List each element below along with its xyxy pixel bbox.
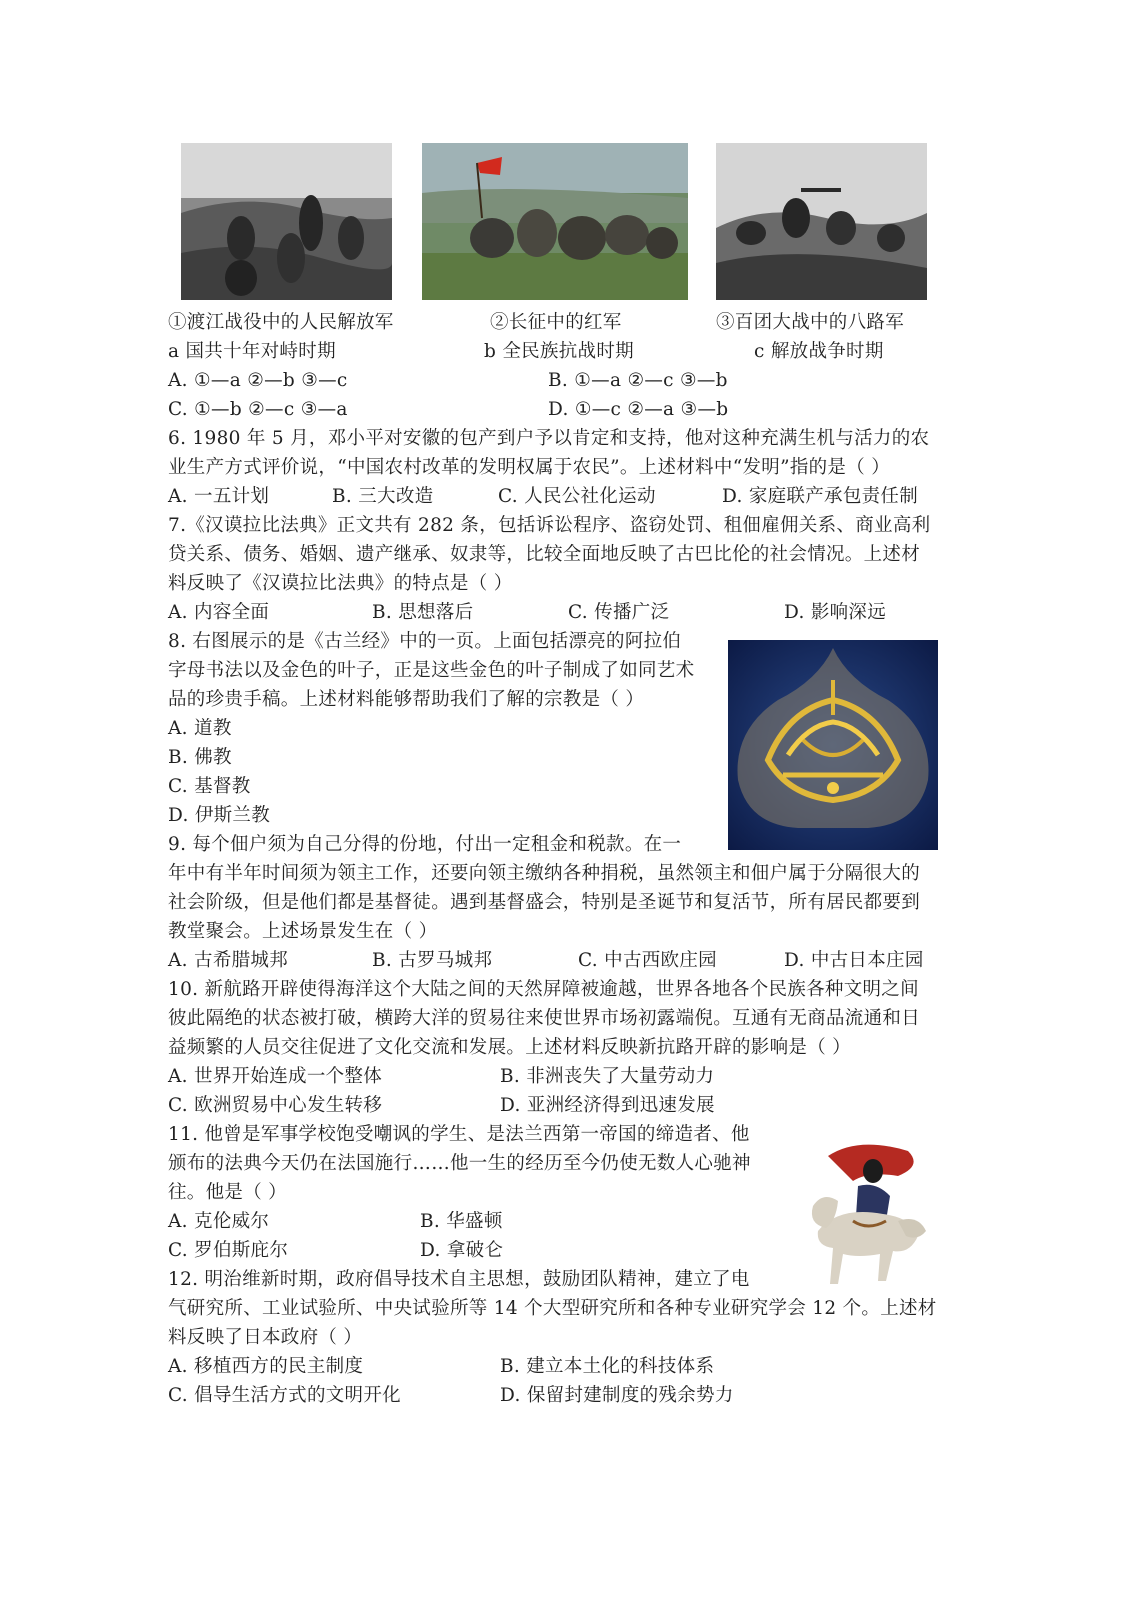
q12-option-a: A. 移植西方的民主制度 bbox=[168, 1356, 364, 1377]
caption-1: ①渡江战役中的人民解放军 bbox=[168, 312, 394, 333]
period-b: b 全民族抗战时期 bbox=[484, 341, 634, 362]
q9-stem-3: 社会阶级，但是他们都是基督徒。遇到基督盛会，特别是圣诞节和复活节，所有居民都要到 bbox=[168, 892, 921, 913]
q11-option-d: D. 拿破仑 bbox=[420, 1240, 504, 1261]
q5-option-c: C. ①—b ②—c ③—a bbox=[168, 399, 348, 420]
q9-stem-2: 年中有半年时间须为领主工作，还要向领主缴纳各种捐税，虽然领主和佃户属于分隔很大的 bbox=[168, 863, 921, 884]
q7-option-d: D. 影响深远 bbox=[784, 602, 887, 623]
caption-2: ②长征中的红军 bbox=[490, 312, 622, 333]
q9-stem-1: 9. 每个佃户须为自己分得的份地，付出一定租金和税款。在一 bbox=[168, 834, 682, 855]
q10-option-b: B. 非洲丧失了大量劳动力 bbox=[500, 1066, 715, 1087]
period-a: a 国共十年对峙时期 bbox=[168, 341, 336, 362]
q7-stem-2: 贷关系、债务、婚姻、遗产继承、奴隶等，比较全面地反映了古巴比伦的社会情况。上述材 bbox=[168, 544, 921, 565]
q11-option-a: A. 克伦威尔 bbox=[168, 1211, 270, 1232]
q8-stem-3: 品的珍贵手稿。上述材料能够帮助我们了解的宗教是（ ） bbox=[168, 689, 645, 710]
q9-stem-4: 教堂聚会。上述场景发生在（ ） bbox=[168, 921, 438, 942]
photo-red-army-long-march bbox=[422, 143, 688, 300]
q12-stem-3: 料反映了日本政府（ ） bbox=[168, 1327, 363, 1348]
q11-stem-3: 往。他是（ ） bbox=[168, 1182, 287, 1203]
q12-option-c: C. 倡导生活方式的文明开化 bbox=[168, 1385, 401, 1406]
q8-stem-2: 字母书法以及金色的叶子，正是这些金色的叶子制成了如同艺术 bbox=[168, 660, 695, 681]
q7-stem-3: 料反映了《汉谟拉比法典》的特点是（ ） bbox=[168, 573, 513, 594]
q6-option-a: A. 一五计划 bbox=[168, 486, 270, 507]
q8-option-b: B. 佛教 bbox=[168, 747, 232, 768]
q12-option-d: D. 保留封建制度的残余势力 bbox=[500, 1385, 734, 1406]
q9-option-a: A. 古希腊城邦 bbox=[168, 950, 289, 971]
q5-option-d: D. ①—c ②—a ③—b bbox=[548, 399, 729, 420]
q6-option-d: D. 家庭联产承包责任制 bbox=[722, 486, 919, 507]
q10-stem-2: 彼此隔绝的状态被打破，横跨大洋的贸易往来使世界市场初露端倪。互通有无商品流通和日 bbox=[168, 1008, 921, 1029]
q9-option-c: C. 中古西欧庄园 bbox=[578, 950, 717, 971]
q11-stem-2: 颁布的法典今天仍在法国施行……他一生的经历至今仍使无数人心驰神 bbox=[168, 1153, 751, 1174]
q5-option-b: B. ①—a ②—c ③—b bbox=[548, 370, 728, 391]
q8-option-a: A. 道教 bbox=[168, 718, 232, 739]
photo-pla-river-crossing bbox=[181, 143, 392, 300]
napoleon-image bbox=[798, 1136, 932, 1286]
q12-stem-2: 气研究所、工业试验所、中央试验所等 14 个大型研究所和各种专业研究学会 12 个。上述材 bbox=[168, 1298, 937, 1319]
quran-page-image bbox=[728, 640, 938, 850]
q5-option-a: A. ①—a ②—b ③—c bbox=[168, 370, 348, 391]
q10-option-a: A. 世界开始连成一个整体 bbox=[168, 1066, 383, 1087]
q6-stem-2: 业生产方式评价说，“中国农村改革的发明权属于农民”。上述材料中“发明”指的是（ ） bbox=[168, 457, 891, 478]
q8-stem-1: 8. 右图展示的是《古兰经》中的一页。上面包括漂亮的阿拉伯 bbox=[168, 631, 682, 652]
q10-option-d: D. 亚洲经济得到迅速发展 bbox=[500, 1095, 715, 1116]
q9-option-b: B. 古罗马城邦 bbox=[372, 950, 493, 971]
q10-stem-1: 10. 新航路开辟使得海洋这个大陆之间的天然屏障被逾越，世界各地各个民族各种文明之间 bbox=[168, 979, 919, 1000]
q11-option-b: B. 华盛顿 bbox=[420, 1211, 503, 1232]
q8-option-d: D. 伊斯兰教 bbox=[168, 805, 271, 826]
q12-option-b: B. 建立本土化的科技体系 bbox=[500, 1356, 715, 1377]
q8-option-c: C. 基督教 bbox=[168, 776, 251, 797]
q10-option-c: C. 欧洲贸易中心发生转移 bbox=[168, 1095, 383, 1116]
q11-option-c: C. 罗伯斯庇尔 bbox=[168, 1240, 289, 1261]
caption-3: ③百团大战中的八路军 bbox=[716, 312, 905, 333]
q7-option-b: B. 思想落后 bbox=[372, 602, 474, 623]
q6-option-c: C. 人民公社化运动 bbox=[498, 486, 656, 507]
photo-eighth-route-army bbox=[716, 143, 927, 300]
q6-option-b: B. 三大改造 bbox=[332, 486, 434, 507]
q12-stem-1: 12. 明治维新时期，政府倡导技术自主思想，鼓励团队精神，建立了电 bbox=[168, 1269, 750, 1290]
q7-option-c: C. 传播广泛 bbox=[568, 602, 670, 623]
q6-stem-1: 6. 1980 年 5 月，邓小平对安徽的包产到户予以肯定和支持，他对这种充满生机与活力的农 bbox=[168, 428, 930, 449]
period-c: c 解放战争时期 bbox=[754, 341, 884, 362]
q9-option-d: D. 中古日本庄园 bbox=[784, 950, 924, 971]
q10-stem-3: 益频繁的人员交往促进了文化交流和发展。上述材料反映新抗路开辟的影响是（ ） bbox=[168, 1037, 851, 1058]
q11-stem-1: 11. 他曾是军事学校饱受嘲讽的学生、是法兰西第一帝国的缔造者、他 bbox=[168, 1124, 750, 1145]
q7-option-a: A. 内容全面 bbox=[168, 602, 270, 623]
q7-stem-1: 7.《汉谟拉比法典》正文共有 282 条，包括诉讼程序、盗窃处罚、租佃雇佣关系、商业高利 bbox=[168, 515, 931, 536]
